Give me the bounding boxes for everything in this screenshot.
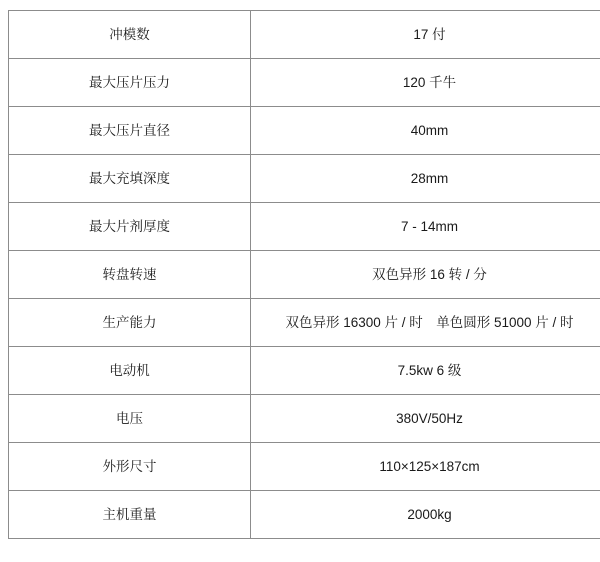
spec-value: 双色异形 16 转 / 分 xyxy=(251,251,600,299)
specification-table xyxy=(8,10,600,539)
table-row xyxy=(9,443,600,491)
spec-label: 最大片剂厚度 xyxy=(9,203,251,251)
spec-label: 最大充填深度 xyxy=(9,155,251,203)
table-row xyxy=(9,107,600,155)
spec-value: 110×125×187cm xyxy=(251,443,600,491)
spec-value: 380V/50Hz xyxy=(251,395,600,443)
spec-value: 40mm xyxy=(251,107,600,155)
spec-label: 电压 xyxy=(9,395,251,443)
spec-label: 最大压片直径 xyxy=(9,107,251,155)
table-row xyxy=(9,155,600,203)
spec-label: 最大压片压力 xyxy=(9,59,251,107)
spec-label: 生产能力 xyxy=(9,299,251,347)
spec-value: 17 付 xyxy=(251,11,600,59)
spec-value: 7 - 14mm xyxy=(251,203,600,251)
table-row xyxy=(9,203,600,251)
table-body xyxy=(9,11,600,539)
spec-value: 120 千牛 xyxy=(251,59,600,107)
spec-label: 转盘转速 xyxy=(9,251,251,299)
table-row xyxy=(9,59,600,107)
table-row xyxy=(9,347,600,395)
table-row xyxy=(9,251,600,299)
spec-value: 双色异形 16300 片 / 时 单色圆形 51000 片 / 时 xyxy=(251,299,600,347)
spec-label: 冲模数 xyxy=(9,11,251,59)
spec-value: 7.5kw 6 级 xyxy=(251,347,600,395)
spec-label: 主机重量 xyxy=(9,491,251,539)
spec-label: 外形尺寸 xyxy=(9,443,251,491)
table-row xyxy=(9,491,600,539)
spec-label: 电动机 xyxy=(9,347,251,395)
spec-value: 2000kg xyxy=(251,491,600,539)
table-row xyxy=(9,395,600,443)
table-row xyxy=(9,299,600,347)
spec-value: 28mm xyxy=(251,155,600,203)
table-row xyxy=(9,11,600,59)
